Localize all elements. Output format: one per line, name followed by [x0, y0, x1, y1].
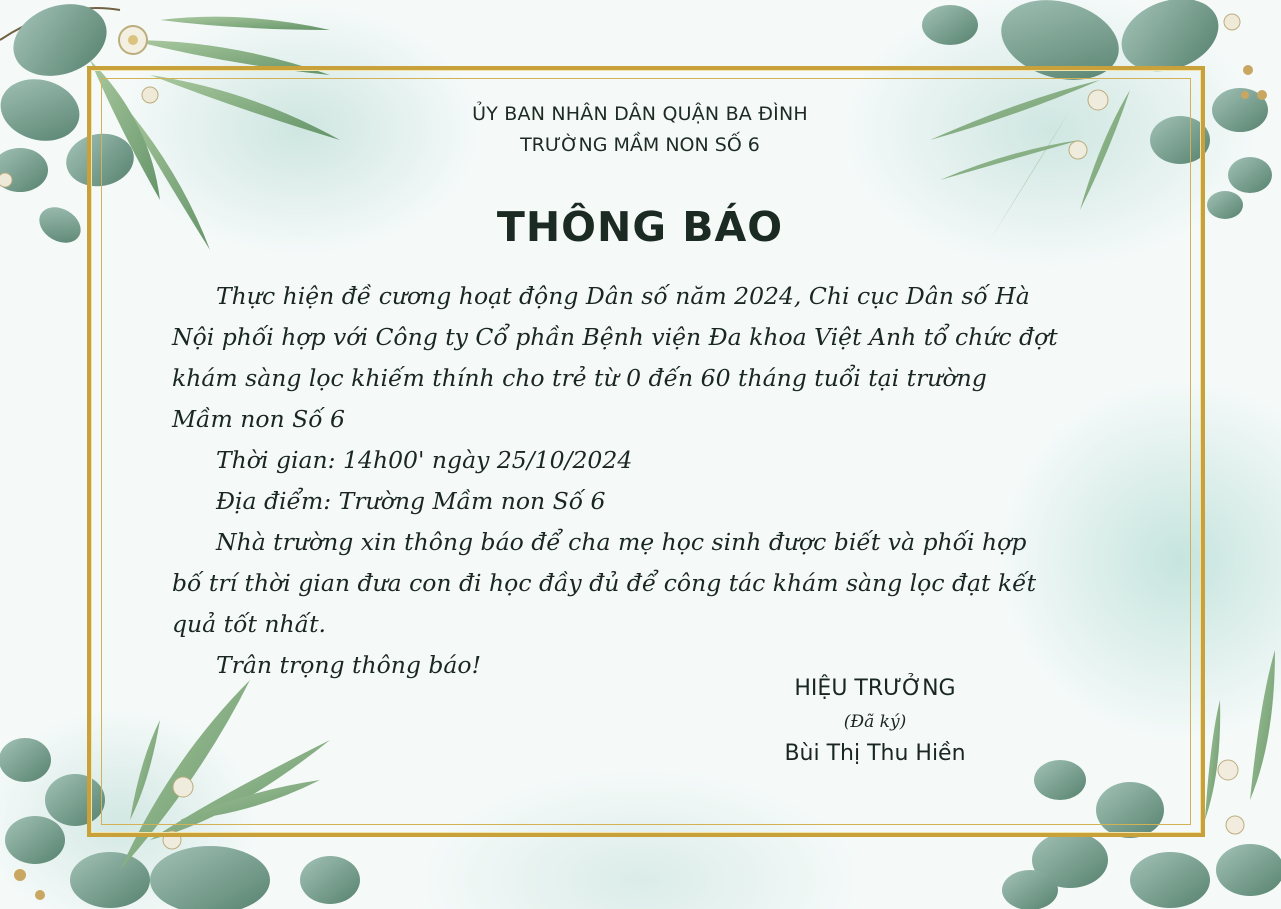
- body-line: Mầm non Số 6: [172, 405, 346, 433]
- school-name: TRƯỜNG MẦM NON SỐ 6: [520, 134, 760, 156]
- closing-line: Trân trọng thông báo!: [216, 651, 482, 679]
- signature-role: HIỆU TRƯỞNG: [794, 676, 956, 701]
- body-line: Nội phối hợp với Công ty Cổ phần Bệnh viện Đa khoa Việt Anh tổ chức đợt: [172, 323, 1058, 351]
- notice-body: [172, 276, 1152, 686]
- event-time: Thời gian: 14h00' ngày 25/10/2024: [216, 446, 633, 474]
- body-line: khám sàng lọc khiếm thính cho trẻ từ 0 đến 60 tháng tuổi tại trường: [172, 364, 987, 392]
- event-place: Địa điểm: Trường Mầm non Số 6: [216, 487, 606, 515]
- signature-note: (Đã ký): [843, 712, 907, 732]
- signatory-name: Bùi Thị Thu Hiền: [784, 741, 966, 766]
- issuing-authority: ỦY BAN NHÂN DÂN QUẬN BA ĐÌNH: [472, 103, 808, 125]
- body-line: Thực hiện đề cương hoạt động Dân số năm 2024, Chi cục Dân số Hà: [216, 282, 1030, 310]
- body-line: Nhà trường xin thông báo để cha mẹ học sinh được biết và phối hợp: [216, 528, 1027, 556]
- body-line: quả tốt nhất.: [172, 610, 326, 638]
- notice-title: THÔNG BÁO: [496, 203, 784, 251]
- body-line: bố trí thời gian đưa con đi học đầy đủ để công tác khám sàng lọc đạt kết: [172, 569, 1037, 597]
